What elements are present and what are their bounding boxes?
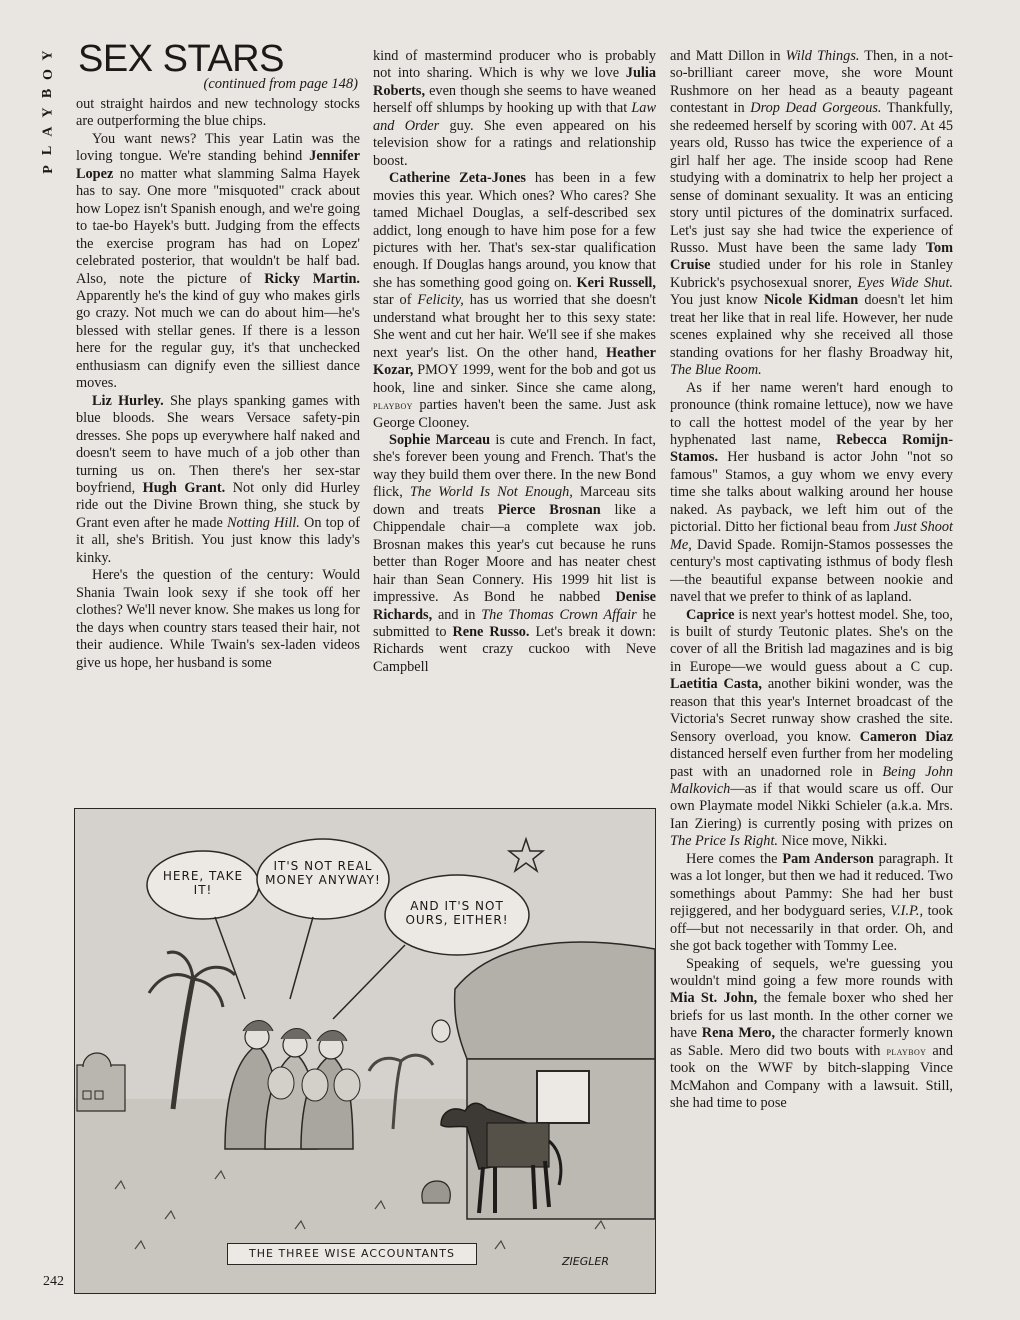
pot — [422, 1181, 450, 1203]
paragraph: Liz Hurley. She plays spanking games with blue bloods. She wears Versace safety-pin dresses. She pops up everywhere half naked and doesn't seem to have much of a job other than turning us on. Then there's her sex-star boyfriend, Hugh Grant. Not only did Hurley ride out the Divine Brown thing, she stuck by Grant even after he made Notting Hill. On top of it all, she's British. You just know this lady's kinky. — [76, 392, 361, 566]
paragraph: As if her name weren't hard enough to pronounce (think romaine lettuce), now we have to call the hottest model of the year by her hyphenated last name, Rebecca Romijn-Stamos. Her husband is actor John "not so famous" Stamos, a guy whom we envy every time she talks about walking around her house naked. As payback, we left him out of the pictorial. Ditto her fictional beau from Just Shoot Me, David Spade. Romijn-Stamos possesses the century's most captivating isthmus of body flesh—the beautiful expanse between nookie and navel that we prefer to think of as lapland. — [670, 379, 954, 606]
paragraph: Here's the question of the century: Would Shania Twain look sexy if she took off her clothes? We'll never know. She makes us long for the days when country stars teased their hair, not their audience. While Twain's sex-laden videos give us hope, her husband is some — [76, 567, 360, 671]
headline: SEX STARS — [78, 38, 284, 80]
magazine-letter: P — [40, 165, 56, 174]
magazine-letter: L — [40, 145, 56, 156]
speech-bubble-1-text: HERE, TAKE IT! — [162, 869, 244, 897]
palm-tree — [173, 979, 193, 1109]
star-icon — [509, 839, 543, 871]
column-3 — [670, 48, 953, 1113]
paragraph: and Matt Dillon in Wild Things. Then, in a not-so-brilliant career move, she wore Mount Rushmore on her head as a beauty pageant contestant in Drop Dead Gorgeous. Thankfully, she redeemed herself by scoring with 007. At 45 years old, Russo has twice the experience of a girl half her age. The inside scoop had Rene studying with a dominatrix to help her project a sense of dominant sexuality. It was an enticing story until pictures of the dominatrix surfaced. Let's just say she had twice the experience of Russo. Must have been the same lady Tom Cruise studied under for his role in Stanley Kubrick's psychosexual snorer, Eyes Wide Shut. You just know Nicole Kidman doesn't let him treat her like that in real life. However, her nude scenes explained why she received all those standing ovations for her flashy Broadway hit, The Blue Room. — [670, 48, 953, 379]
paragraph: Sophie Marceau is cute and French. In fact, she's forever been young and French. That's the way they build them over there. In the new Bond flick, The World Is Not Enough, Marceau sits down and treats Pierce Brosnan like a Chippendale chair—a complete wax job. Brosnan makes this year's cut because he runs better than Roger Moore and has neater chest hair than Sean Connery. His 1999 hit list is impressive. As Bond he nabbed Denise Richards, and in The Thomas Crown Affair he submitted to Rene Russo. Let's break it down: Richards went crazy cuckoo with Neve Campbell — [373, 431, 656, 675]
cartoon-caption: THE THREE WISE ACCOUNTANTS — [227, 1243, 477, 1265]
paragraph: Catherine Zeta-Jones has been in a few movies this year. Which ones? Who cares? She tamed Michael Douglas, a self-described sex addict, long enough to have him pose for a few pictures with her. That's sex-star qualification enough. If Douglas hangs around, you know that she has something good going on. Keri Russell, star of Felicity, has us worried that she doesn't understand what brought her to this sexy state: She went and cut her hair. We'll see if she makes next year's list. On the other hand, Heather Kozar, PMOY 1999, went for the bob and got us hook, line and sinker. Since she came along, playboy parties haven't been the same. Just ask George Clooney. — [373, 170, 657, 431]
paragraph: You want news? This year Latin was the loving tongue. We're standing behind Jennifer Lopez no matter what slamming Salma Hayek has to say. One more "misquoted" crack about how Lopez isn't Spanish enough, and we're going to tae-bo Hayek's butt. Judging from the effects the exercise program has had on Lopez' celebrated posterior, that wouldn't be half bad. Also, note the picture of Ricky Martin. Apparently he's the kind of guy who makes girls go crazy. Not much we can do about him—he's blessed with stellar genes. If there is a lesson here for the regular guy, it's that unchecked enthusiasm can dignify even the silliest dance moves. — [76, 130, 360, 392]
magazine-letter: B — [40, 88, 56, 99]
magazine-letter: O — [40, 69, 56, 80]
magazine-letter: Y — [40, 107, 56, 118]
speech-bubble-3-text: AND IT'S NOT OURS, EITHER! — [405, 899, 509, 927]
column-1 — [76, 96, 360, 672]
cartoon — [74, 808, 656, 1294]
hut-window — [537, 1071, 589, 1123]
continued-note: (continued from page 148) — [203, 76, 358, 92]
hut-roof — [455, 942, 655, 1059]
page-number: 242 — [43, 1274, 64, 1289]
figure-in-doorway — [432, 1020, 450, 1042]
magazine-letter: A — [40, 126, 56, 137]
paragraph: Caprice is next year's hottest model. She, too, is built of sturdy Teutonic plates. She's on the cover of all the British lad magazines and is big in Europe—we would guess about a C cup. Laetitia Casta, another bikini wonder, was the reason that this year's Internet broadcast of the Victoria's Secret runway show crashed the site. Sensory overload, you know. Cameron Diaz distanced herself even further from her modeling past with an unadorned role in Being John Malkovich—as if that would scare us off. Our own Playmate model Nikki Schieler (a.k.a. Mrs. Ian Ziering) is currently posing with prizes on The Price Is Right. Nice move, Nikki. — [670, 606, 954, 850]
speech-bubble-2-text: IT'S NOT REAL MONEY ANYWAY! — [265, 859, 381, 887]
magazine-name-vertical — [37, 46, 59, 179]
magazine-letter: Y — [40, 50, 56, 61]
paragraph: kind of mastermind producer who is probably not into sharing. Which is why we love Julia Roberts, even though she seems to have weaned herself off shlumps by hooking up with that Law and Order guy. She even appeared on his television show for a ratings and relationship boost. — [373, 48, 656, 169]
paragraph: out straight hairdos and new technology stocks are outperforming the blue chips. — [76, 96, 360, 130]
wise-men — [225, 1021, 360, 1150]
column-2 — [373, 48, 656, 676]
paragraph: Here comes the Pam Anderson paragraph. It was a lot longer, but then we had it reduced. Two somethings about Pammy: She had her bust rejiggered, and her bodyguard series, V.I.P., took off—but not necessarily in that order. Oh, and she got back together with Tommy Lee. — [670, 850, 953, 955]
paragraph: Speaking of sequels, we're guessing you wouldn't mind going a few more rounds with Mia St. John, the female boxer who shed her briefs for us last month. In the other corner we have Rena Mero, the character formerly known as Sable. Mero did two bouts with playboy and took on the WWF by bitch-slapping Vince McMahon and Company with a lawsuit. Still, she had time to pose — [670, 955, 954, 1112]
cartoonist-signature: ZIEGLER — [562, 1255, 609, 1268]
building — [77, 1065, 125, 1111]
